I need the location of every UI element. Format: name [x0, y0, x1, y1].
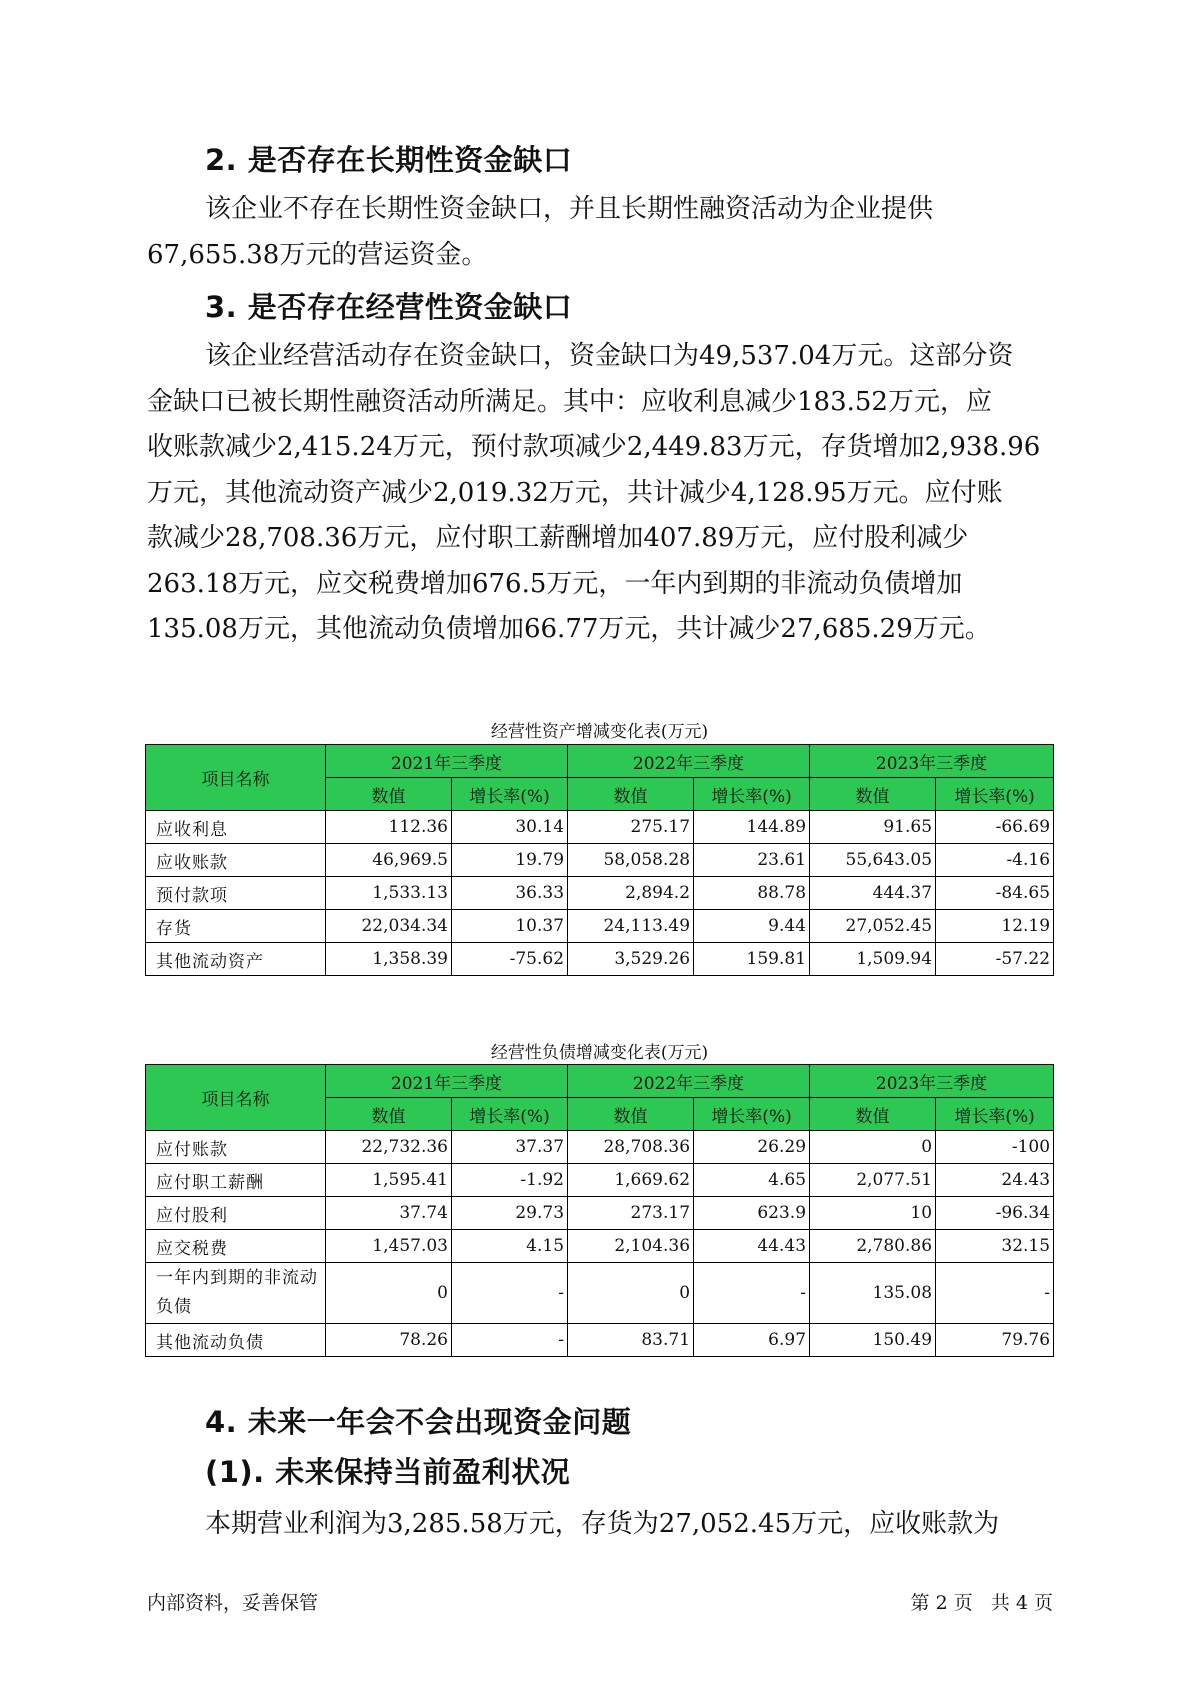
growth-header: 增长率(%) — [694, 1098, 810, 1131]
period-header: 2022年三季度 — [568, 745, 810, 778]
table-row — [146, 1197, 1054, 1230]
paragraph-line: 款减少28,708.36万元，应付职工薪酬增加407.89万元，应付股利减少 — [147, 523, 969, 553]
table-row — [146, 910, 1054, 943]
row-label: 应付职工薪酬 — [146, 1164, 326, 1197]
paragraph-line: 该企业不存在长期性资金缺口，并且长期性融资活动为企业提供 — [205, 194, 934, 224]
table-cell: 273.17 — [568, 1197, 694, 1230]
table-cell: 22,034.34 — [326, 910, 452, 943]
table-cell: 1,457.03 — [326, 1230, 452, 1263]
table-cell: - — [694, 1263, 810, 1324]
section-4-paragraph — [147, 1502, 1052, 1548]
table-cell: - — [936, 1263, 1054, 1324]
row-label: 一年内到期的非流动负债 — [146, 1263, 326, 1324]
table-cell: 4.15 — [452, 1230, 568, 1263]
period-header: 2023年三季度 — [810, 745, 1054, 778]
row-label: 存货 — [146, 910, 326, 943]
section-4-heading: 4. 未来一年会不会出现资金问题 — [205, 1405, 632, 1439]
table-cell: 24,113.49 — [568, 910, 694, 943]
table-cell: -84.65 — [936, 877, 1054, 910]
table-cell: 10.37 — [452, 910, 568, 943]
value-header: 数值 — [568, 1098, 694, 1131]
table-cell: 37.74 — [326, 1197, 452, 1230]
table-cell: -57.22 — [936, 943, 1054, 976]
table-cell: 12.19 — [936, 910, 1054, 943]
table-row — [146, 1131, 1054, 1164]
paragraph-line: 收账款减少2,415.24万元，预付款项减少2,449.83万元，存货增加2,938.96 — [147, 432, 1041, 462]
table-cell: -100 — [936, 1131, 1054, 1164]
row-label: 应付账款 — [146, 1131, 326, 1164]
table-cell: -75.62 — [452, 943, 568, 976]
table-row — [146, 1230, 1054, 1263]
table-cell: - — [452, 1263, 568, 1324]
liabilities-table — [145, 1064, 1054, 1357]
table-cell: 1,595.41 — [326, 1164, 452, 1197]
table-cell: 88.78 — [694, 877, 810, 910]
growth-header: 增长率(%) — [694, 778, 810, 811]
row-label: 预付款项 — [146, 877, 326, 910]
period-header: 2022年三季度 — [568, 1065, 810, 1098]
section-2-heading: 2. 是否存在长期性资金缺口 — [205, 143, 573, 177]
column-header-name: 项目名称 — [146, 1065, 326, 1131]
table-cell: 144.89 — [694, 811, 810, 844]
period-header: 2021年三季度 — [326, 745, 568, 778]
row-label: 应付股利 — [146, 1197, 326, 1230]
row-label: 应收利息 — [146, 811, 326, 844]
footer-confidential: 内部资料，妥善保管 — [147, 1592, 319, 1614]
table-cell: 29.73 — [452, 1197, 568, 1230]
table-cell: 4.65 — [694, 1164, 810, 1197]
table-cell: 0 — [326, 1263, 452, 1324]
row-label: 其他流动资产 — [146, 943, 326, 976]
table-row — [146, 1263, 1054, 1324]
row-label: 应收账款 — [146, 844, 326, 877]
growth-header: 增长率(%) — [452, 778, 568, 811]
growth-header: 增长率(%) — [936, 1098, 1054, 1131]
table-cell: 37.37 — [452, 1131, 568, 1164]
table-cell: -66.69 — [936, 811, 1054, 844]
table-cell: 26.29 — [694, 1131, 810, 1164]
table-cell: 3,529.26 — [568, 943, 694, 976]
column-header-name: 项目名称 — [146, 745, 326, 811]
section-4-subheading: (1). 未来保持当前盈利状况 — [205, 1455, 571, 1489]
table-cell: 444.37 — [810, 877, 936, 910]
value-header: 数值 — [568, 778, 694, 811]
table-row — [146, 811, 1054, 844]
table-cell: 1,533.13 — [326, 877, 452, 910]
table-row — [146, 1324, 1054, 1357]
assets-table — [145, 744, 1054, 976]
section-3-heading: 3. 是否存在经营性资金缺口 — [205, 290, 573, 324]
table-cell: 10 — [810, 1197, 936, 1230]
growth-header: 增长率(%) — [936, 778, 1054, 811]
table-cell: 1,358.39 — [326, 943, 452, 976]
table-cell: -96.34 — [936, 1197, 1054, 1230]
table-cell: -4.16 — [936, 844, 1054, 877]
table-cell: 27,052.45 — [810, 910, 936, 943]
table-cell: 1,669.62 — [568, 1164, 694, 1197]
table-cell: 24.43 — [936, 1164, 1054, 1197]
table-cell: 275.17 — [568, 811, 694, 844]
table-cell: 46,969.5 — [326, 844, 452, 877]
table-row — [146, 1164, 1054, 1197]
table-cell: 32.15 — [936, 1230, 1054, 1263]
value-header: 数值 — [326, 778, 452, 811]
period-header: 2021年三季度 — [326, 1065, 568, 1098]
table-row — [146, 844, 1054, 877]
paragraph-line: 263.18万元，应交税费增加676.5万元，一年内到期的非流动负债增加 — [147, 568, 963, 599]
table-cell: 1,509.94 — [810, 943, 936, 976]
section-2-paragraph — [147, 187, 1052, 278]
assets-table-caption: 经营性资产增减变化表(万元) — [490, 722, 709, 742]
table-cell: 112.36 — [326, 811, 452, 844]
table-cell: 9.44 — [694, 910, 810, 943]
table-cell: 28,708.36 — [568, 1131, 694, 1164]
table-cell: 159.81 — [694, 943, 810, 976]
table-cell: 2,894.2 — [568, 877, 694, 910]
table-cell: -1.92 — [452, 1164, 568, 1197]
table-cell: 623.9 — [694, 1197, 810, 1230]
paragraph-line: 本期营业利润为3,285.58万元，存货为27,052.45万元，应收账款为 — [205, 1509, 1000, 1539]
table-row — [146, 943, 1054, 976]
table-cell: 79.76 — [936, 1324, 1054, 1357]
table-cell: 58,058.28 — [568, 844, 694, 877]
table-row — [146, 877, 1054, 910]
liabilities-table-caption: 经营性负债增减变化表(万元) — [490, 1043, 709, 1063]
paragraph-line: 135.08万元，其他流动负债增加66.77万元，共计减少27,685.29万元。 — [147, 614, 991, 644]
table-cell: 2,104.36 — [568, 1230, 694, 1263]
paragraph-line: 67,655.38万元的营运资金。 — [147, 239, 488, 270]
row-label: 其他流动负债 — [146, 1324, 326, 1357]
table-cell: - — [452, 1324, 568, 1357]
table-cell: 2,780.86 — [810, 1230, 936, 1263]
paragraph-line: 该企业经营活动存在资金缺口，资金缺口为49,537.04万元。这部分资 — [205, 341, 1014, 371]
table-cell: 78.26 — [326, 1324, 452, 1357]
table-cell: 0 — [568, 1263, 694, 1324]
section-3-paragraph — [147, 334, 1052, 653]
table-cell: 91.65 — [810, 811, 936, 844]
table-cell: 0 — [810, 1131, 936, 1164]
value-header: 数值 — [810, 778, 936, 811]
paragraph-line: 金缺口已被长期性融资活动所满足。其中：应收利息减少183.52万元，应 — [147, 386, 992, 417]
table-cell: 83.71 — [568, 1324, 694, 1357]
table-cell: 22,732.36 — [326, 1131, 452, 1164]
table-cell: 30.14 — [452, 811, 568, 844]
table-cell: 44.43 — [694, 1230, 810, 1263]
table-cell: 19.79 — [452, 844, 568, 877]
footer-page-number: 第 2 页 共 4 页 — [910, 1592, 1053, 1614]
table-cell: 2,077.51 — [810, 1164, 936, 1197]
table-cell: 6.97 — [694, 1324, 810, 1357]
paragraph-line: 万元，其他流动资产减少2,019.32万元，共计减少4,128.95万元。应付账 — [147, 477, 1003, 508]
table-cell: 150.49 — [810, 1324, 936, 1357]
table-cell: 55,643.05 — [810, 844, 936, 877]
growth-header: 增长率(%) — [452, 1098, 568, 1131]
value-header: 数值 — [326, 1098, 452, 1131]
table-cell: 135.08 — [810, 1263, 936, 1324]
table-cell: 36.33 — [452, 877, 568, 910]
row-label: 应交税费 — [146, 1230, 326, 1263]
table-cell: 23.61 — [694, 844, 810, 877]
period-header: 2023年三季度 — [810, 1065, 1054, 1098]
value-header: 数值 — [810, 1098, 936, 1131]
